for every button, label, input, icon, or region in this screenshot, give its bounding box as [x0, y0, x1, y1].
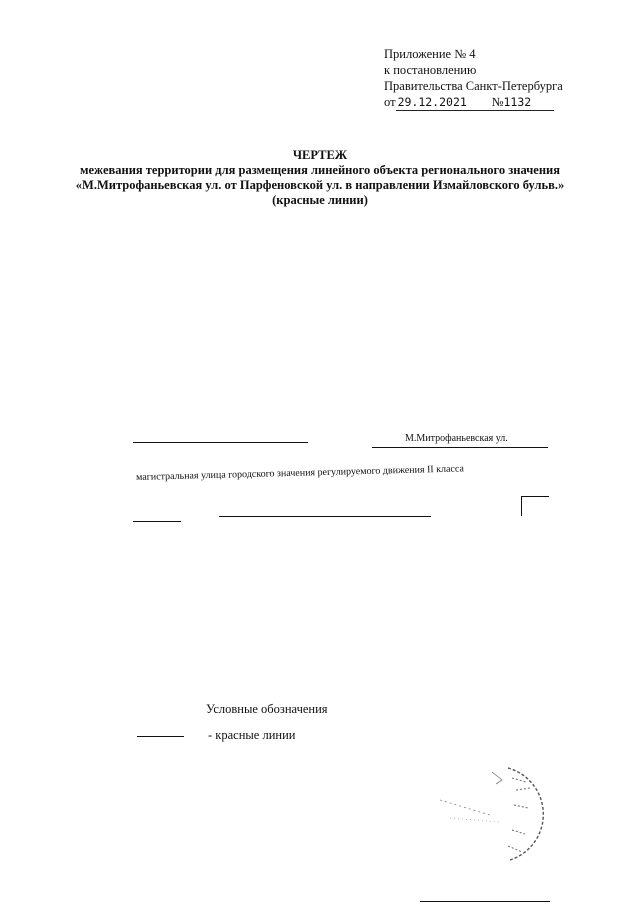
legend-red-line-sample: [137, 736, 184, 737]
red-line-lower-left: [133, 521, 181, 522]
red-line-upper-right: [372, 447, 548, 448]
date-prefix: от: [384, 95, 396, 109]
number-prefix: №: [491, 95, 504, 109]
red-line-corner-horizontal: [521, 496, 549, 497]
legend-item-label: - красные линии: [208, 728, 296, 742]
street-name-label: М.Митрофаньевская ул.: [405, 433, 508, 444]
number-value: 1132: [503, 95, 532, 109]
legend-title: Условные обозначения: [206, 702, 328, 716]
number-field: [490, 94, 554, 111]
date-value: 29.12.2021: [396, 94, 490, 111]
heading-line-2: «М.Митрофаньевская ул. от Парфеновской ул. в направлении Измайловского бульв.»: [75, 178, 565, 192]
document-title: ЧЕРТЕЖ: [292, 148, 348, 162]
heading-line-1: межевания территории для размещения линейного объекта регионального значения: [79, 163, 561, 177]
red-line-upper-left: [133, 442, 308, 443]
bottom-line-fragment: [420, 901, 550, 902]
appendix-block: [384, 46, 563, 111]
appendix-line-2: к постановлению: [384, 63, 477, 77]
appendix-line-3: Правительства Санкт-Петербурга: [384, 79, 563, 93]
stamp-image: [430, 760, 550, 865]
appendix-date-line: [384, 94, 563, 111]
red-line-lower-middle: [219, 516, 431, 517]
red-line-corner-vertical: [521, 496, 522, 516]
heading-line-3: (красные линии): [272, 193, 368, 207]
appendix-line-1: Приложение № 4: [384, 47, 476, 61]
street-class-label: магистральная улица городского значения регулируемого движения II класса: [135, 463, 465, 483]
